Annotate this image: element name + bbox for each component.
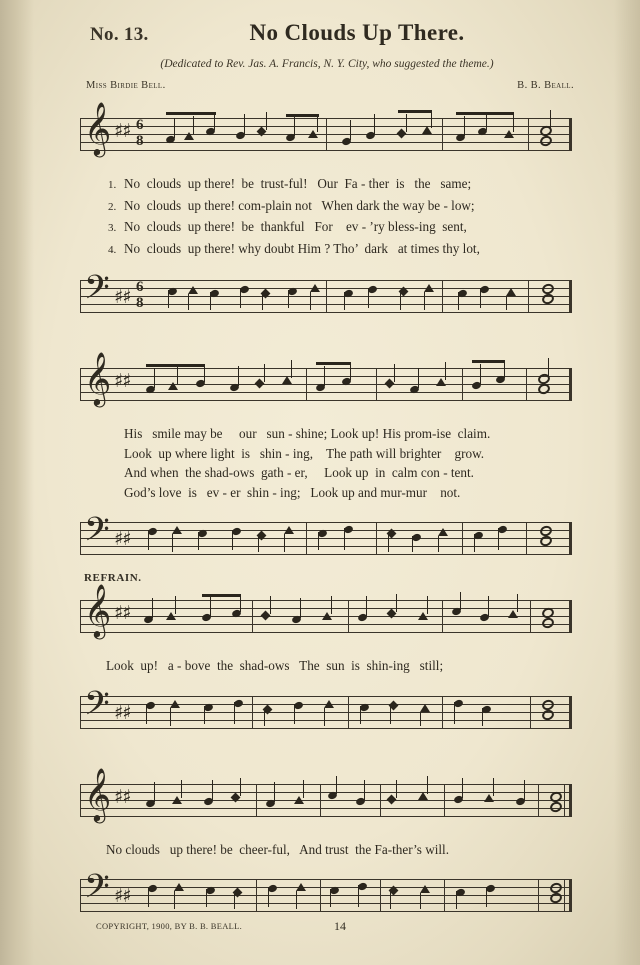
barline-start (80, 784, 81, 817)
barline-end (569, 280, 573, 313)
lyric-line (108, 217, 582, 239)
treble-clef-icon: 𝄞 (84, 766, 112, 821)
barline-end-final (569, 784, 573, 817)
barline-start (80, 879, 81, 912)
barline-end (569, 522, 573, 555)
music-system-1 (62, 101, 582, 166)
key-signature: ♯♯ (114, 602, 131, 624)
lyric-line (108, 174, 582, 196)
key-signature: ♯♯ (114, 286, 131, 308)
bass-clef-icon: 𝄢 (84, 511, 110, 557)
music-system-4-bass (62, 865, 582, 927)
barline-start (80, 522, 81, 555)
key-signature: ♯♯ (114, 528, 131, 550)
barline-start (80, 600, 81, 633)
verse-number: 2. (108, 200, 117, 213)
page-content (62, 20, 582, 927)
barline-start (80, 280, 81, 313)
treble-staff-3 (80, 583, 572, 648)
treble-staff-1 (80, 101, 572, 166)
barline-start (80, 696, 81, 729)
key-signature: ♯♯ (114, 120, 131, 142)
barline-end (569, 118, 573, 151)
barline-end (569, 696, 573, 729)
verse-text: No clouds up there! why doubt Him ? Tho’ dark at times thy lot, (124, 240, 480, 256)
lyric-line: No clouds up there! be cheer-ful, And trust the Fa-ther’s will. (106, 841, 450, 857)
hymn-header (62, 20, 582, 54)
time-signature-bottom: 8 (136, 295, 144, 311)
key-signature: ♯♯ (114, 701, 131, 724)
bass-staff-1 (80, 266, 572, 328)
dedication-line: (Dedicated to Rev. Jas. A. Francis, N. Y. City, who suggested the theme.) (160, 58, 494, 70)
music-system-1-bass (62, 266, 582, 328)
bass-staff-4 (80, 865, 572, 927)
treble-staff-4 (80, 766, 572, 832)
lyric-line: His smile may be our sun - shine; Look up! His prom-ise claim. (124, 426, 491, 441)
music-system-2 (62, 351, 582, 416)
verse-number: 1. (108, 179, 117, 191)
hymn-number: No. 13. (90, 24, 149, 45)
verse-number: 3. (108, 222, 117, 234)
credits (62, 80, 582, 98)
barline-end-thin (564, 784, 565, 817)
time-signature-bottom: 8 (136, 133, 144, 149)
lyric-line: And when the shad-ows gath - er, Look up in calm con - tent. (124, 465, 474, 480)
music-system-4 (62, 766, 582, 832)
refrain-label: REFRAIN. (84, 572, 142, 584)
bass-staff-3 (80, 682, 572, 744)
lyric-line: God’s love is ev - er shin - ing; Look up and mur-mur not. (124, 484, 461, 500)
composer-credit: B. B. Beall. (517, 80, 574, 91)
treble-clef-icon: 𝄞 (84, 351, 112, 405)
barline-start (80, 368, 81, 401)
treble-staff-2 (80, 351, 572, 416)
verse-block-2 (62, 424, 582, 502)
bass-clef-icon: 𝄢 (84, 868, 110, 914)
page-title: No Clouds Up There. (249, 20, 465, 45)
bass-clef-icon: 𝄢 (84, 684, 110, 731)
lyric-line: Look up where light is shin - ing, The path will brighter grow. (124, 445, 485, 461)
lyric-line (108, 196, 582, 218)
page-number: 14 (334, 919, 346, 933)
key-signature: ♯♯ (114, 370, 131, 392)
key-signature: ♯♯ (114, 885, 131, 907)
music-system-2-bass (62, 508, 582, 570)
verse-text: No clouds up there! com-plain not When dark the way be - low; (124, 197, 475, 213)
barline-end (569, 600, 573, 633)
time-signature (136, 279, 144, 311)
verse-text: No clouds up there! be thankful For ev - ’ry bless-ing sent, (124, 219, 467, 234)
music-system-3-bass (62, 682, 582, 744)
refrain-lyric-block-1 (62, 656, 582, 676)
treble-clef-icon: 𝄞 (84, 583, 112, 637)
lyric-line (108, 239, 582, 261)
verse-number: 4. (108, 243, 117, 256)
barline-end-thin (564, 879, 565, 912)
time-signature (136, 117, 144, 149)
lyric-line: Look up! a - bove the shad-ows The sun is shin-ing still; (106, 658, 444, 673)
copyright-notice: COPYRIGHT, 1900, BY B. B. BEALL. (96, 921, 243, 931)
treble-clef-icon: 𝄞 (84, 101, 112, 155)
bass-clef-icon: 𝄢 (84, 269, 110, 315)
barline-start (80, 118, 81, 151)
bass-staff-2 (80, 508, 572, 570)
refrain-lyric-block-2 (62, 840, 582, 860)
verse-block-1 (62, 174, 582, 260)
music-system-3 (62, 583, 582, 648)
barline-end (569, 368, 573, 401)
verse-text: No clouds up there! be trust-ful! Our Fa - ther is the same; (124, 176, 472, 191)
time-signature-top: 6 (136, 279, 144, 295)
page-footer (62, 921, 582, 939)
key-signature: ♯♯ (114, 785, 131, 808)
time-signature-top: 6 (136, 117, 144, 133)
barline-end-final (569, 879, 573, 912)
lyricist-credit: Miss Birdie Bell. (86, 80, 166, 91)
